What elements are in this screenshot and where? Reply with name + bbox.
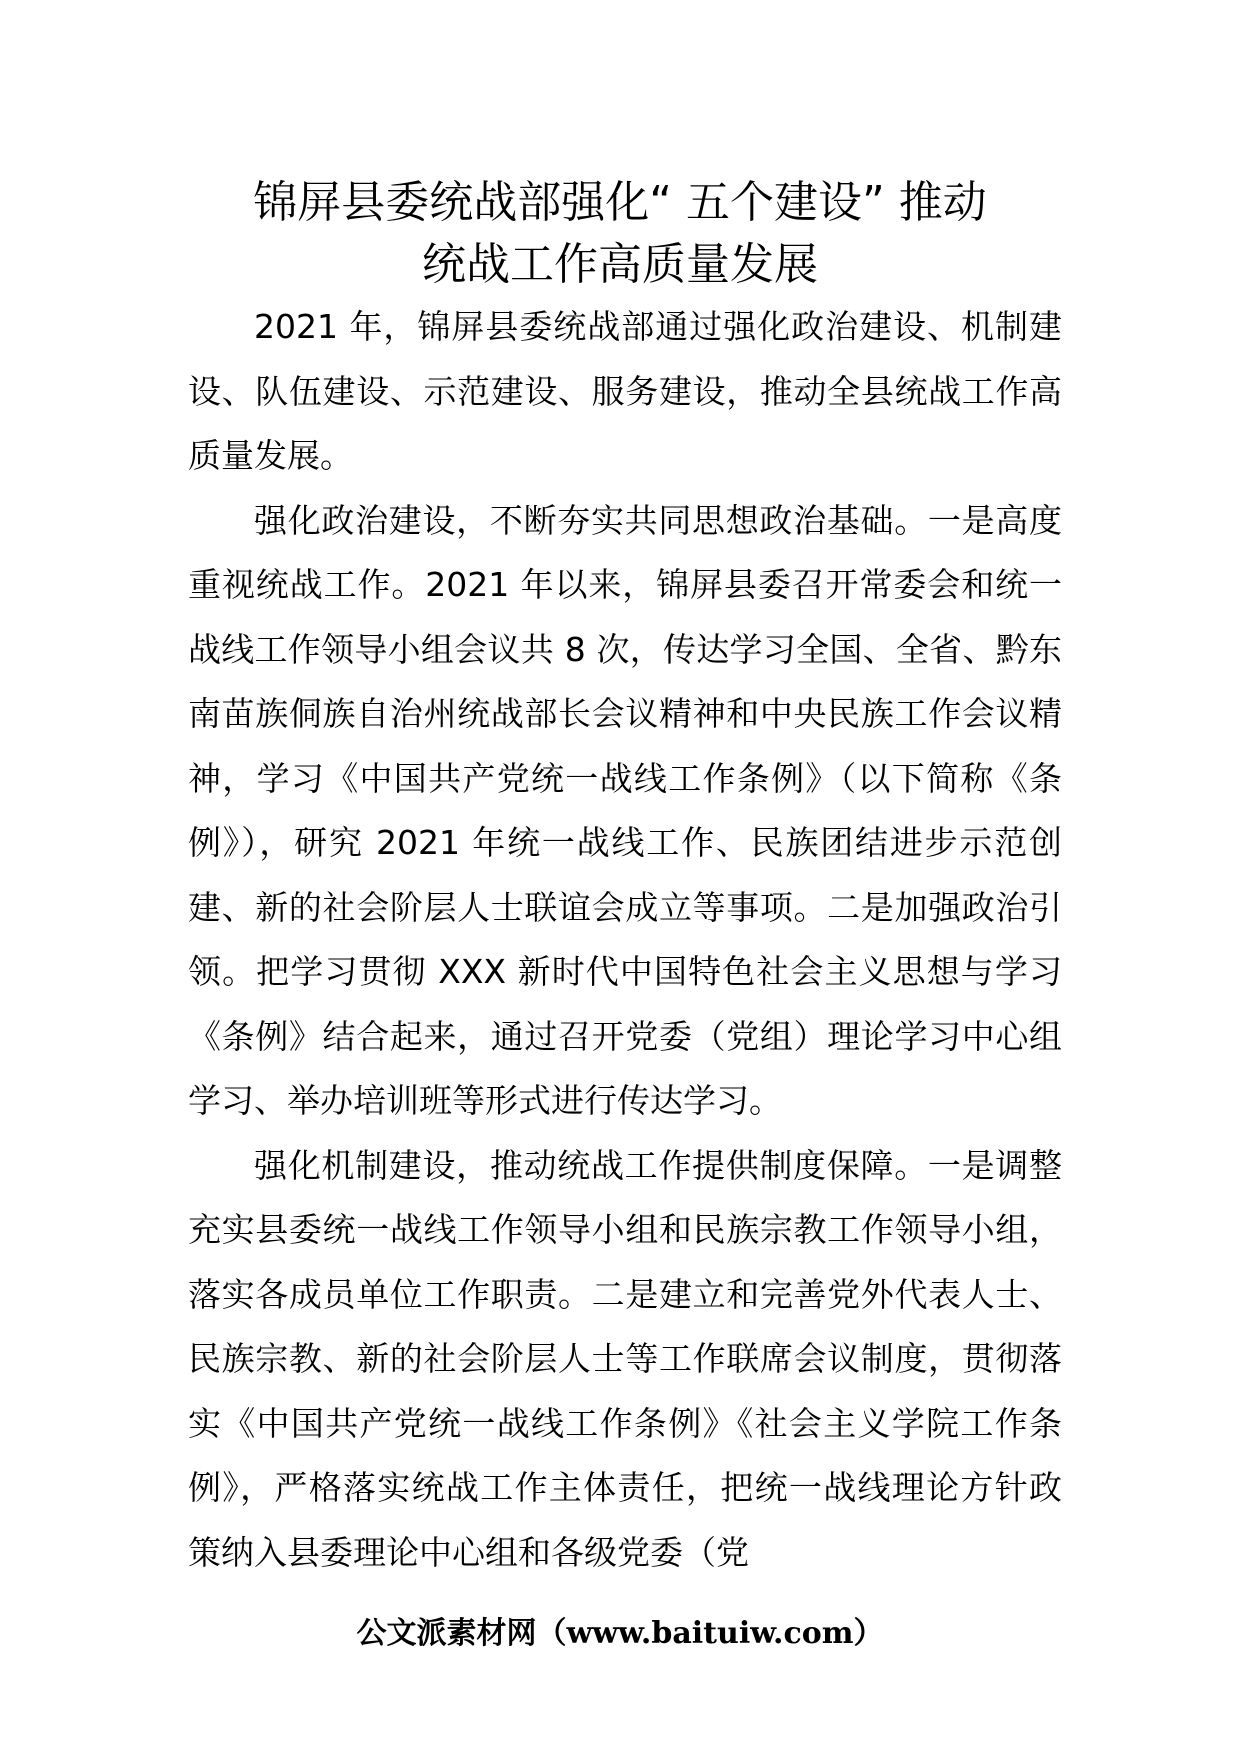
document-body [188,295,1062,1585]
paragraph-political-building: 强化政治建设，不断夯实共同思想政治基础。一是高度重视统战工作。2021 年以来，锦屏县委召开常委会和统一战线工作领导小组会议共 8 次，传达学习全国、全省、黔东南苗族侗族自治州统战部长会议精神和中央民族工作会议精神，学习《中国共产党统一战线工作条例》（以下简称《条例》），研究 2021 年统一战线工作、民族团结进步示范创建、新的社会阶层人士联谊会成立等事项。二是加强政治引领。把学习贯彻 XXX 新时代中国特色社会主义思想与学习《条例》结合起来，通过召开党委（党组）理论学习中心组学习、举办培训班等形式进行传达学习。 [188,500,1062,1120]
title-line-2: 统战工作高质量发展 [422,239,818,290]
footer-watermark: 公文派素材网（www.baituiw.com） [356,1616,884,1651]
paragraph-intro: 2021 年，锦屏县委统战部通过强化政治建设、机制建设、队伍建设、示范建设、服务建设，推动全县统战工作高质量发展。 [188,307,1062,475]
page-title [150,172,1090,296]
title-line-1: 锦屏县委统战部强化“ 五个建设” 推动 [253,177,987,228]
paragraph-mechanism-building: 强化机制建设，推动统战工作提供制度保障。一是调整充实县委统一战线工作领导小组和民族宗教工作领导小组，落实各成员单位工作职责。二是建立和完善党外代表人士、民族宗教、新的社会阶层人士等工作联席会议制度，贯彻落实《中国共产党统一战线工作条例》《社会主义学院工作条例》，严格落实统战工作主体责任，把统一战线理论方针政策纳入县委理论中心组和各级党委（党 [188,1145,1062,1572]
